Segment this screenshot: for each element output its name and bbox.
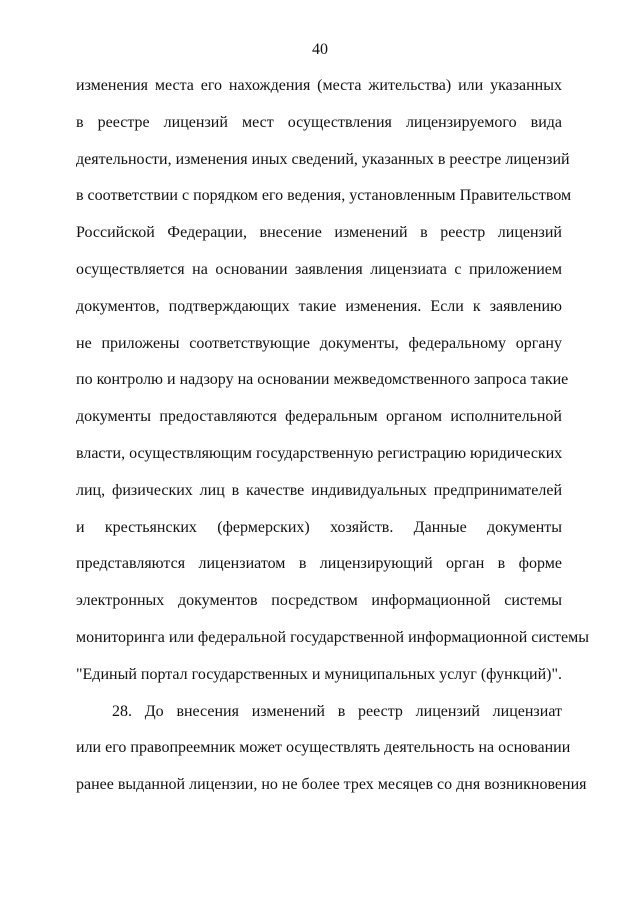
text-line: представляются лицензиатом в лицензирующий орган в форме	[76, 555, 562, 573]
text-line: "Единый портал государственных и муниципальных услуг (функций)".	[76, 665, 563, 683]
text-line: Российской Федерации, внесение изменений в реестр лицензий	[76, 224, 562, 242]
text-line: в соответствии с порядком его ведения, установленным Правительством	[76, 187, 572, 205]
body-text	[76, 76, 590, 812]
text-line: в реестре лицензий мест осуществления лицензируемого вида	[76, 113, 562, 131]
paragraph-28	[76, 702, 587, 812]
text-line: ранее выданной лицензии, но не более трех месяцев со дня возникновения	[76, 776, 587, 794]
text-line: электронных документов посредством информационной системы	[76, 592, 562, 610]
text-line: 28. До внесения изменений в реестр лицензий лицензиат	[112, 702, 562, 720]
text-line: или его правопреемник может осуществлять деятельность на основании	[76, 739, 571, 757]
text-line: деятельности, изменения иных сведений, указанных в реестре лицензий	[76, 150, 570, 168]
text-line: документы предоставляются федеральным органом исполнительной	[76, 408, 562, 426]
text-line: власти, осуществляющим государственную регистрацию юридических	[76, 444, 563, 462]
page-number: 40	[312, 41, 328, 58]
text-line: по контролю и надзору на основании межведомственного запроса такие	[76, 371, 569, 389]
text-line: лиц, физических лиц в качестве индивидуальных предпринимателей	[76, 481, 562, 499]
text-line: не приложены соответствующие документы, федеральному органу	[76, 334, 562, 352]
text-line: документов, подтверждающих такие изменения. Если к заявлению	[76, 297, 562, 315]
paragraph-continuation	[76, 76, 590, 702]
text-line: мониторинга или федеральной государственной информационной системы	[76, 628, 590, 646]
text-line: осуществляется на основании заявления лицензиата с приложением	[76, 260, 562, 278]
text-line: и крестьянских (фермерских) хозяйств. Данные документы	[76, 518, 562, 536]
text-line: изменения места его нахождения (места жительства) или указанных	[76, 77, 562, 94]
